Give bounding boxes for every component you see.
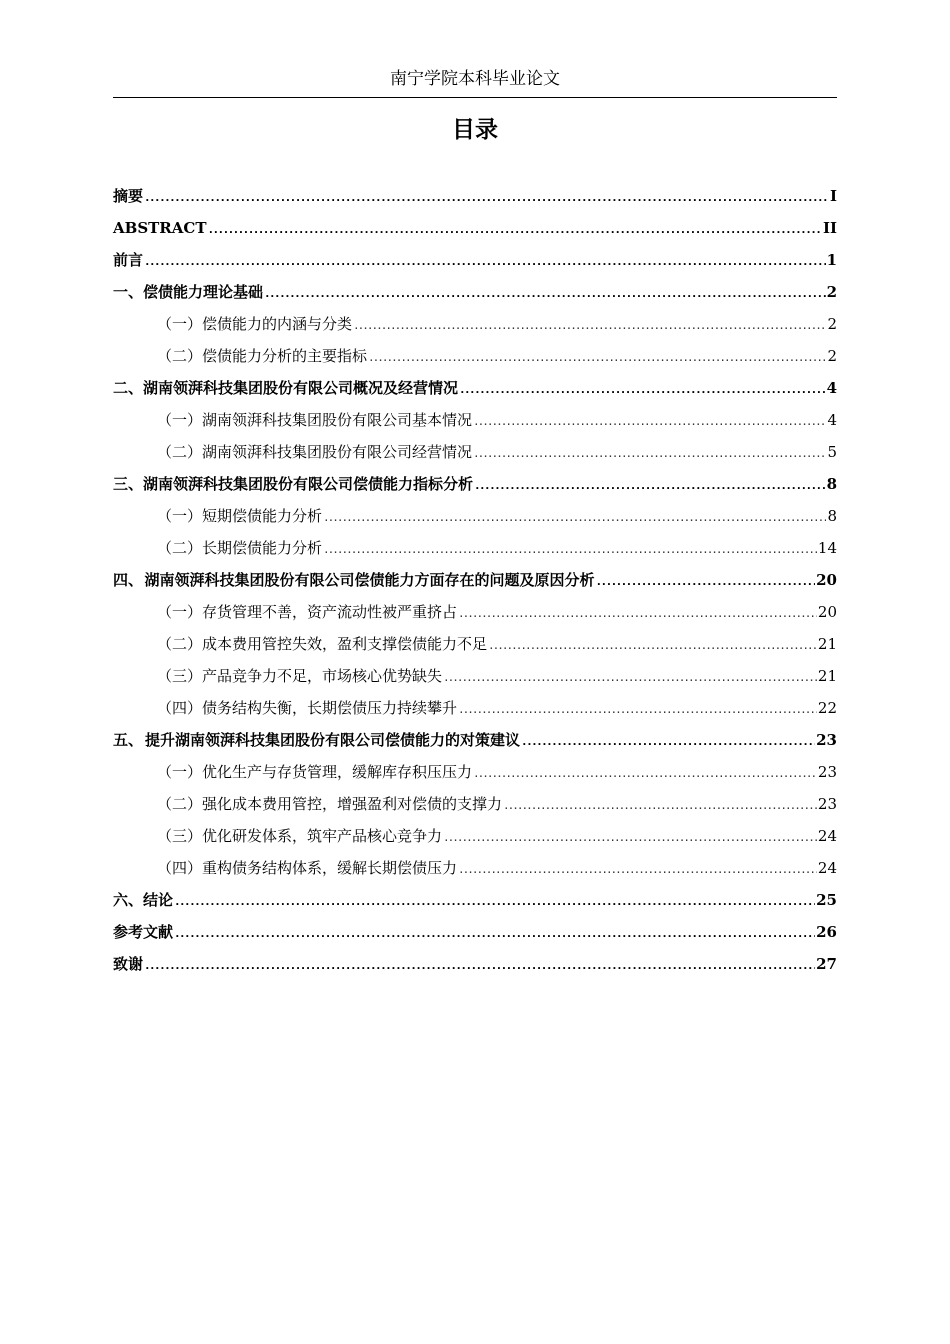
toc-leader-dots xyxy=(174,886,815,918)
toc-entry-text: （一）存货管理不善，资产流动性被严重挤占 xyxy=(157,603,458,621)
running-header: 南宁学院本科毕业论文 xyxy=(390,69,560,89)
toc-entry-text: 三、湖南领湃科技集团股份有限公司偿债能力指标分析 xyxy=(113,475,474,493)
toc-leader-dots xyxy=(474,470,826,502)
toc-entry[interactable] xyxy=(113,948,837,980)
toc-leader-dots xyxy=(521,726,815,758)
toc-subentry[interactable] xyxy=(113,404,837,436)
toc-leader-dots xyxy=(458,694,817,726)
toc-title: 目录 xyxy=(452,117,498,143)
toc-entry-page: 23 xyxy=(817,795,837,813)
toc-leader-dots xyxy=(144,182,829,214)
toc-entry-text: （二）强化成本费用管控，增强盈利对偿债的支撑力 xyxy=(157,795,503,813)
toc-entry-text: （二）长期偿债能力分析 xyxy=(157,539,323,557)
toc-entry-page: 2 xyxy=(827,315,837,333)
toc-entry[interactable] xyxy=(113,564,837,596)
toc-subentry[interactable] xyxy=(113,788,837,820)
toc-entry[interactable] xyxy=(113,916,837,948)
toc-leader-dots xyxy=(323,502,826,534)
toc-entry-text: 提升湖南领湃科技集团股份有限公司偿债能力的对策建议 xyxy=(145,731,521,749)
toc-subentry[interactable] xyxy=(113,660,837,692)
toc-leader-dots xyxy=(458,854,817,886)
toc-subentry[interactable] xyxy=(113,308,837,340)
toc-entry-text: 二、湖南领湃科技集团股份有限公司概况及经营情况 xyxy=(113,379,459,397)
toc-entry-page: 20 xyxy=(816,571,837,589)
toc-entry-page: 2 xyxy=(826,283,837,301)
toc-entry-text: 六、结论 xyxy=(113,891,174,909)
toc-leader-dots xyxy=(473,438,826,470)
toc-subentry[interactable] xyxy=(113,852,837,884)
toc-entry-page: 21 xyxy=(817,635,837,653)
toc-subentry[interactable] xyxy=(113,692,837,724)
toc-subentry[interactable] xyxy=(113,436,837,468)
toc-entry-text: （一）短期偿债能力分析 xyxy=(157,507,323,525)
toc-entry-number: 五、 xyxy=(113,731,144,749)
toc-leader-dots xyxy=(368,342,826,374)
toc-leader-dots xyxy=(459,374,826,406)
toc-leader-dots xyxy=(458,598,817,630)
toc-entry-page: 24 xyxy=(817,827,837,845)
toc-entry-page: 8 xyxy=(826,475,837,493)
toc-entry-page: II xyxy=(822,219,837,237)
toc-entry[interactable] xyxy=(113,244,837,276)
toc-entry-text: 一、偿债能力理论基础 xyxy=(113,283,264,301)
toc-entry[interactable] xyxy=(113,276,837,308)
toc-entry-text: （二）偿债能力分析的主要指标 xyxy=(157,347,368,365)
toc-entry-text: 湖南领湃科技集团股份有限公司偿债能力方面存在的问题及原因分析 xyxy=(144,571,595,589)
toc-entry-page: 26 xyxy=(816,923,837,941)
toc-leader-dots xyxy=(144,950,815,982)
toc-entry[interactable] xyxy=(113,180,837,212)
toc-entry-text: （一）湖南领湃科技集团股份有限公司基本情况 xyxy=(157,411,473,429)
toc-leader-dots xyxy=(144,246,826,278)
toc-entry-text: （三）优化研发体系，筑牢产品核心竞争力 xyxy=(157,827,443,845)
toc-entry-text: （二）成本费用管控失效，盈利支撑偿债能力不足 xyxy=(157,635,488,653)
toc-entry-page: 1 xyxy=(826,251,837,269)
toc-entry-text: 摘要 xyxy=(113,187,144,205)
toc-entry-page: 22 xyxy=(817,699,837,717)
toc-entry[interactable] xyxy=(113,372,837,404)
toc-leader-dots xyxy=(323,534,817,566)
toc-entry-text: （三）产品竞争力不足，市场核心优势缺失 xyxy=(157,667,443,685)
toc-entry-page: 14 xyxy=(817,539,837,557)
toc-entry-page: 21 xyxy=(817,667,837,685)
toc-entry-page: 25 xyxy=(816,891,837,909)
toc-subentry[interactable] xyxy=(113,628,837,660)
toc-leader-dots xyxy=(596,566,816,598)
toc-entry-page: 4 xyxy=(826,379,837,397)
toc-leader-dots xyxy=(443,822,817,854)
toc-entry-text: （四）重构债务结构体系，缓解长期偿债压力 xyxy=(157,859,458,877)
toc-leader-dots xyxy=(174,918,815,950)
toc-entry-page: 23 xyxy=(816,731,837,749)
toc-entry-page: 20 xyxy=(817,603,837,621)
header-rule xyxy=(113,97,837,98)
toc-subentry[interactable] xyxy=(113,820,837,852)
toc-entry-text: （一）偿债能力的内涵与分类 xyxy=(157,315,353,333)
toc-entry-page: 2 xyxy=(827,347,837,365)
toc-entry[interactable] xyxy=(113,724,837,756)
toc-leader-dots xyxy=(488,630,817,662)
toc-entry-page: 8 xyxy=(827,507,837,525)
toc-entry-page: I xyxy=(829,187,837,205)
toc-subentry[interactable] xyxy=(113,500,837,532)
toc-entry-text: 前言 xyxy=(113,251,144,269)
toc-subentry[interactable] xyxy=(113,532,837,564)
toc-entry-page: 4 xyxy=(827,411,837,429)
toc-entry[interactable] xyxy=(113,884,837,916)
toc-subentry[interactable] xyxy=(113,756,837,788)
toc-entry-page: 27 xyxy=(816,955,837,973)
toc-leader-dots xyxy=(473,406,826,438)
table-of-contents xyxy=(113,180,837,980)
toc-entry-page: 23 xyxy=(817,763,837,781)
toc-entry-page: 24 xyxy=(817,859,837,877)
toc-entry[interactable] xyxy=(113,212,837,244)
toc-leader-dots xyxy=(443,662,817,694)
toc-leader-dots xyxy=(503,790,817,822)
toc-entry-text: 参考文献 xyxy=(113,923,174,941)
toc-entry-page: 5 xyxy=(827,443,837,461)
toc-entry-text: （二）湖南领湃科技集团股份有限公司经营情况 xyxy=(157,443,473,461)
toc-leader-dots xyxy=(264,278,826,310)
toc-leader-dots xyxy=(208,214,822,246)
toc-entry-text: （四）债务结构失衡，长期偿债压力持续攀升 xyxy=(157,699,458,717)
toc-entry-text: ABSTRACT xyxy=(113,219,207,237)
toc-subentry[interactable] xyxy=(113,596,837,628)
toc-entry-number: 四、 xyxy=(113,571,144,589)
toc-leader-dots xyxy=(353,310,826,342)
toc-subentry[interactable] xyxy=(113,340,837,372)
toc-leader-dots xyxy=(473,758,817,790)
toc-entry-text: （一）优化生产与存货管理，缓解库存积压压力 xyxy=(157,763,473,781)
toc-entry[interactable] xyxy=(113,468,837,500)
toc-entry-text: 致谢 xyxy=(113,955,144,973)
